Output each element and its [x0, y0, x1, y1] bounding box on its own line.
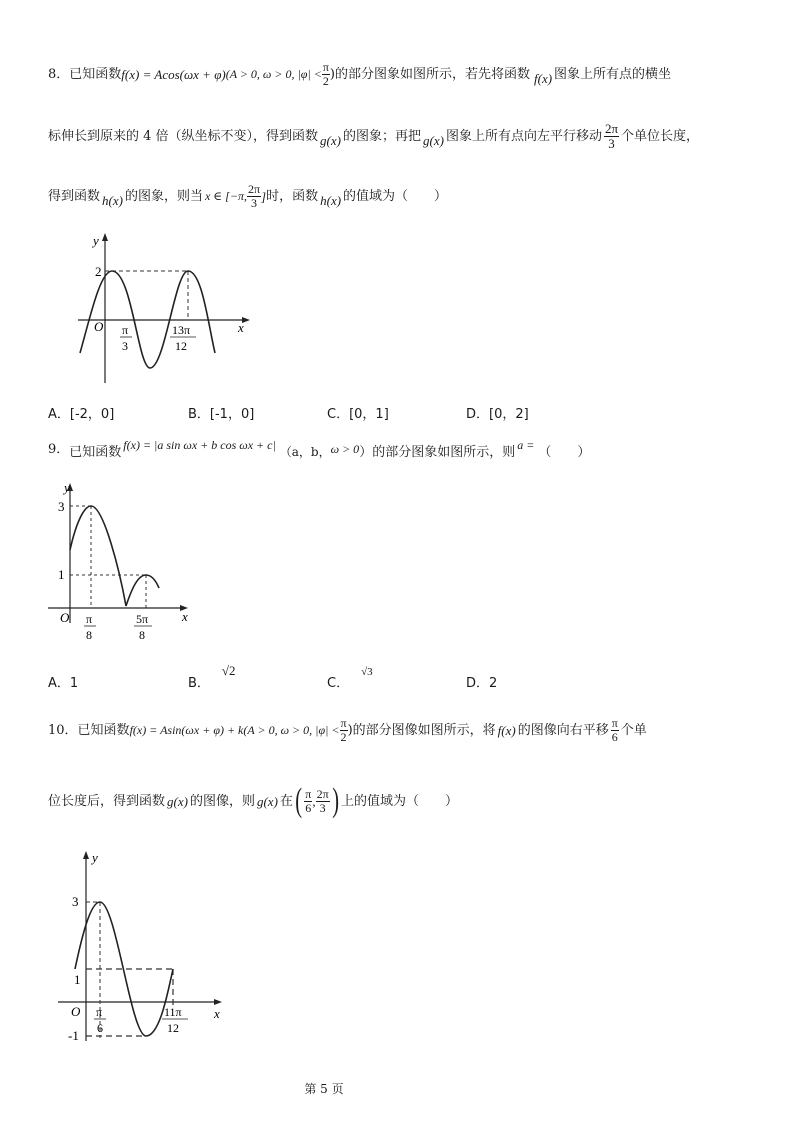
- q10-y-label: y: [92, 850, 98, 865]
- q9-x-tick1-num: π: [86, 612, 93, 626]
- q8-interval-frac: $\frac{2\pi}{3}$: [247, 181, 261, 210]
- q9-x-label: x: [182, 609, 188, 624]
- q8-text1: 的部分图象如图所示，若先将函数: [334, 66, 530, 82]
- q10-y-arrow: [83, 851, 89, 859]
- q8-intro: 已知函数: [69, 66, 122, 82]
- q10-x-label: x: [214, 1006, 220, 1021]
- q8-line1: 8． 已知函数 f(x) = Acos(ωx + φ) (A > 0, ω > 0, |φ| < $\frac{\pi}{2}$ ) 的部分图象如图所示，若先将函数 f(x) 图象上所有点的横坐: [48, 59, 672, 88]
- q8-fx: f(x): [534, 70, 553, 86]
- q10-line2: 位长度后，得到函数 g(x) 的图像，则 g(x) 在 ( $\frac{\pi}{6}$ , $\frac{2\pi}{3}$ ) 上的值域为（ ）: [48, 782, 458, 819]
- q8-y-tick: 2: [95, 264, 102, 279]
- q9-origin: O: [60, 610, 70, 625]
- q9-x-tick2-den: 8: [139, 628, 145, 642]
- q8-graph: [60, 228, 260, 388]
- q8-x-tick2-den: 12: [175, 339, 187, 353]
- q8-condition-frac: $\frac{\pi}{2}$: [322, 59, 329, 88]
- q10-origin: O: [71, 1004, 81, 1019]
- q9-choice-d[interactable]: D．2: [466, 676, 498, 691]
- q10-x-tick1-den: 6: [97, 1021, 103, 1035]
- q9-x-tick2-num: 5π: [136, 612, 149, 626]
- q8-interval: x ∈ [−π,: [204, 189, 247, 203]
- q8-x-tick2-num: 13π: [172, 323, 191, 337]
- q10-x-arrow: [214, 999, 222, 1005]
- q9-choice-c[interactable]: C．$^{√3}$: [327, 666, 373, 691]
- q10-y-tick-top: 3: [72, 894, 79, 909]
- q10-graph: [56, 846, 246, 1046]
- q8-choice-d[interactable]: D．[0，2]: [466, 407, 529, 422]
- q9-x-tick1-den: 8: [86, 628, 92, 642]
- q8-choices: [48, 403, 668, 422]
- q8-hx-2: h(x): [320, 192, 342, 208]
- q8-hx: h(x): [102, 192, 123, 208]
- q9-y-tick-mid: 1: [58, 567, 65, 582]
- q10-y-tick-mid: 1: [74, 972, 81, 987]
- q9-a-eq: a =: [517, 438, 535, 452]
- q8-origin: O: [94, 319, 104, 334]
- q8-gx: g(x): [320, 132, 341, 148]
- q8-y-label: y: [93, 233, 99, 248]
- q9-graph: [40, 478, 200, 648]
- q10-text2: 的图像向右平移: [517, 722, 609, 738]
- q9-number: 9．: [48, 441, 70, 457]
- q9-y-label: y: [64, 480, 70, 495]
- q9-choice-b[interactable]: B．√2: [188, 663, 236, 691]
- q9-cond: （a，b，: [279, 445, 331, 459]
- q9-y-tick-top: 3: [58, 499, 65, 514]
- q8-x-label: x: [238, 320, 244, 335]
- q10-text1: 的部分图像如图所示，将: [352, 722, 496, 738]
- q9-curve: [70, 506, 159, 606]
- q8-choice-c[interactable]: C．[0，1]: [327, 407, 389, 422]
- q8-function: f(x) = Acos(ωx + φ): [121, 66, 226, 82]
- q10-x-tick2-den: 12: [167, 1021, 179, 1035]
- q10-function: f(x) = Asin(ωx + φ) + k(A > 0, ω > 0, |φ| <: [129, 723, 340, 737]
- page-number: 第 5 页: [304, 1082, 344, 1096]
- q8-y-arrow: [102, 233, 108, 241]
- q8-text2: 图象上所有点的横坐: [554, 66, 672, 82]
- q9-intro: 已知函数: [69, 444, 122, 460]
- q10-condition-frac: $\frac{\pi}{2}$: [340, 715, 347, 744]
- q8-line3: 得到函数 h(x) 的图象，则当 x ∈ [−π, $\frac{2\pi}{3}$ ] 时，函数 h(x) 的值域为（ ）: [48, 181, 448, 210]
- q8-choice-b[interactable]: B．[-1，0]: [188, 407, 255, 422]
- q10-gx-2: g(x): [256, 793, 278, 809]
- q10-interval: ( $\frac{\pi}{6}$ , $\frac{2\pi}{3}$ ): [295, 782, 339, 819]
- q9-choice-a[interactable]: A．1: [48, 676, 79, 691]
- q8-gx-2: g(x): [423, 132, 444, 148]
- q8-line2: 标伸长到原来的 4 倍（纵坐标不变），得到函数 g(x) 的图象；再把 g(x) 图象上所有点向左平行移动 $\frac{2\pi}{3}$ 个单位长度，: [48, 120, 700, 151]
- q10-x-tick1-num: π: [96, 1005, 103, 1019]
- q10-shift-frac: $\frac{\pi}{6}$: [611, 715, 618, 744]
- q8-x-tick1-num: π: [122, 323, 129, 337]
- q10-line1: 10． 已知函数 f(x) = Asin(ωx + φ) + k(A > 0, ω > 0, |φ| < $\frac{\pi}{2}$ ) 的部分图像如图所示，将 f(x) 的图像向右平移 $\frac{\pi}{6}$ 个单: [48, 715, 647, 744]
- q10-intro: 已知函数: [77, 722, 130, 738]
- q8-shift-frac: $\frac{2\pi}{3}$: [604, 120, 619, 151]
- q10-fx: f(x): [497, 722, 516, 738]
- q9-function: f(x) = |a sin ωx + b cos ωx + c|: [123, 438, 276, 452]
- q8-number: 8．: [48, 66, 70, 82]
- q10-number: 10．: [48, 722, 78, 738]
- q10-gx: g(x): [167, 793, 188, 809]
- q8-choice-a[interactable]: A．[-2，0]: [48, 407, 115, 422]
- q10-y-tick-neg: -1: [68, 1028, 79, 1043]
- q10-x-tick2-num: 11π: [164, 1005, 182, 1019]
- q9-choices: [48, 660, 668, 690]
- q9-line1: 9． 已知函数 f(x) = |a sin ωx + b cos ωx + c| （a，b， ω > 0 ）的部分图象如图所示，则 a = （ ）: [48, 438, 591, 460]
- q8-x-tick1-den: 3: [122, 339, 128, 353]
- q8-condition: (A > 0, ω > 0, |φ| <: [225, 67, 322, 81]
